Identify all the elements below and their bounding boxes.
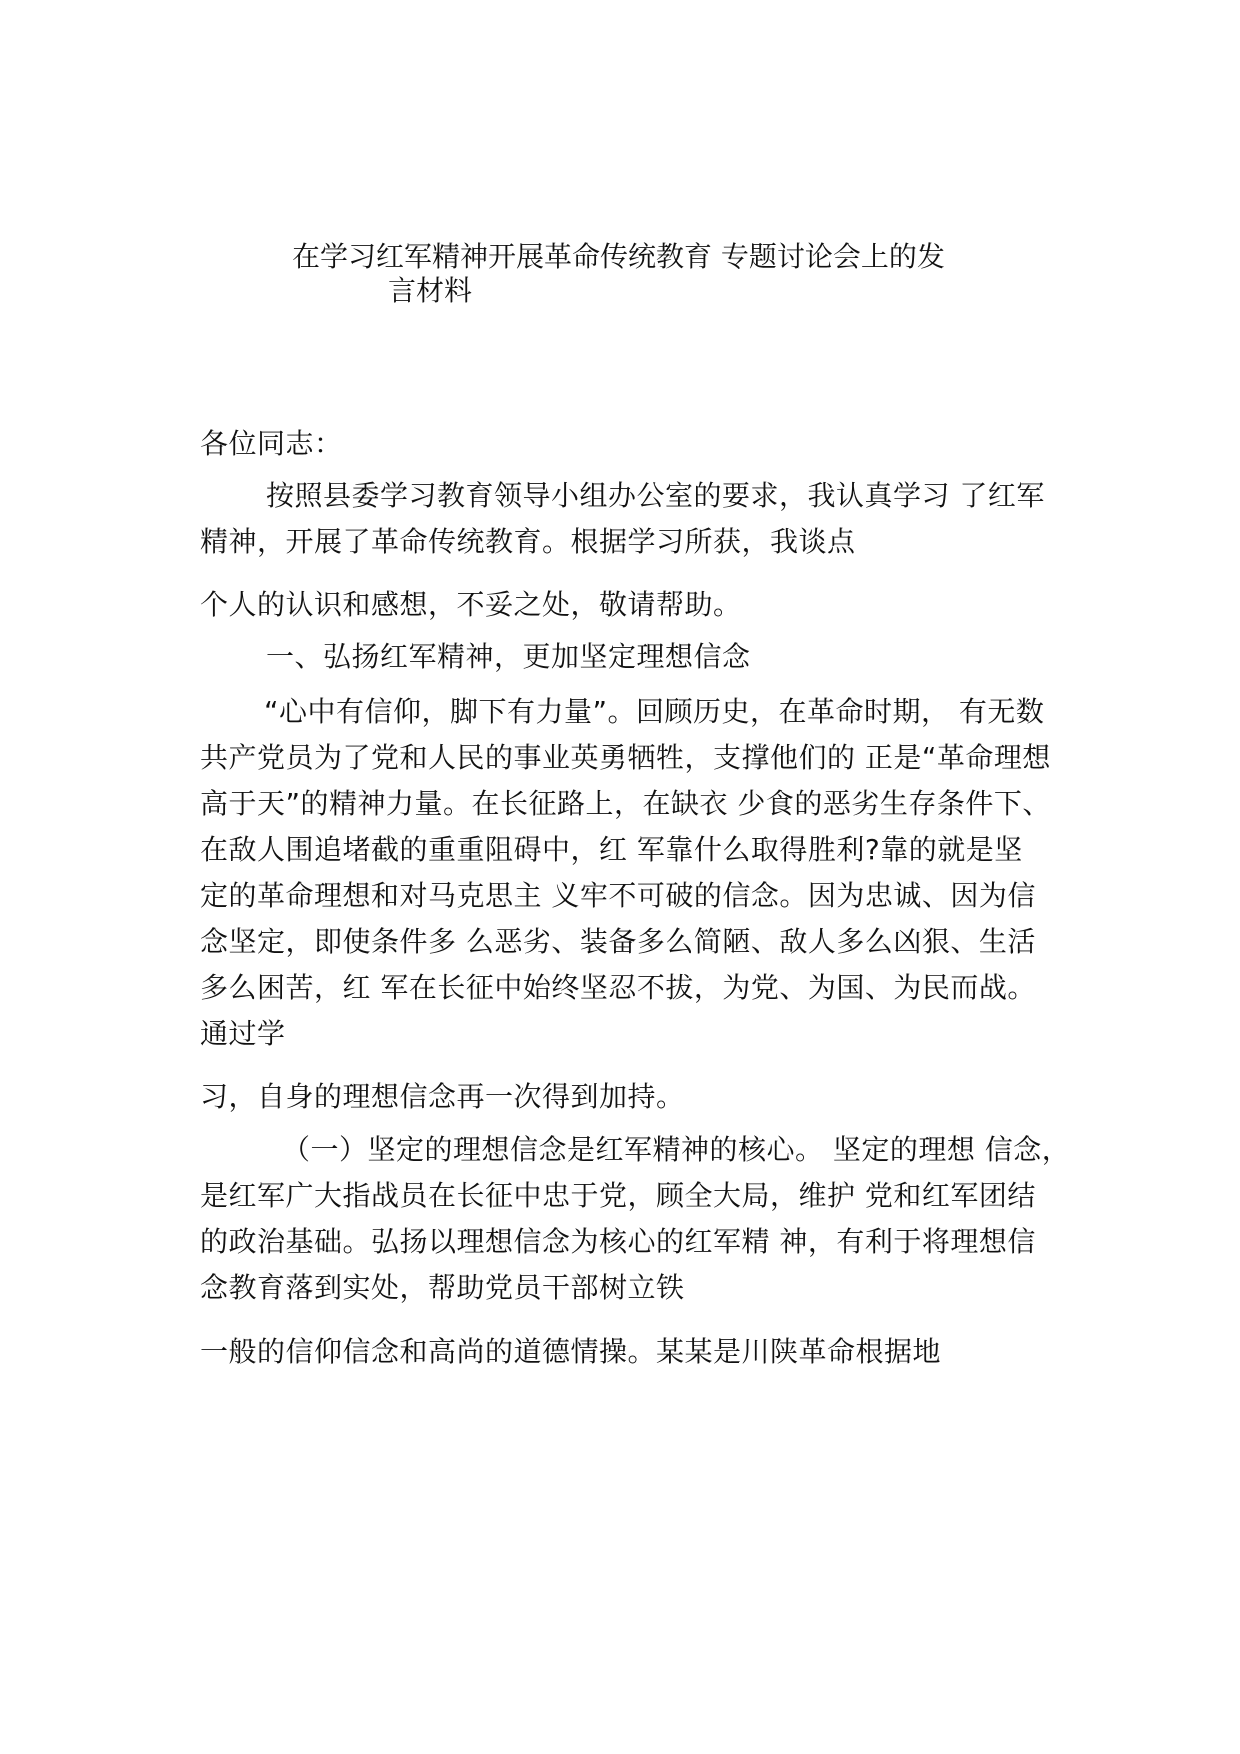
section-heading: 一、弘扬红军精神，更加坚定理想信念 (266, 640, 751, 673)
body-line: 高于天”的精神力量。在长征路上，在缺衣 少食的恶劣生存条件下、 (200, 787, 1051, 820)
body-line: 通过学 (200, 1017, 286, 1050)
body-line: “心中有信仰，脚下有力量”。回顾历史，在革命时期， 有无数 (264, 695, 1045, 728)
body-line: 共产党员为了党和人民的事业英勇牺牲，支撑他们的 正是“革命理想 (200, 741, 1051, 774)
body-line: 多么困苦，红 军在长征中始终坚忍不拔，为党、为国、为民而战。 (200, 971, 1036, 1004)
body-line: 念坚定，即使条件多 么恶劣、装备多么简陋、敌人多么凶狠、生活 (200, 925, 1036, 958)
title-line-2: 言材料 (388, 274, 473, 307)
title-line-1: 在学习红军精神开展革命传统教育 专题讨论会上的发 (292, 240, 945, 273)
body-line: 按照县委学习教育领导小组办公室的要求，我认真学习 了红军 (266, 479, 1045, 512)
body-line: 一般的信仰信念和高尚的道德情操。某某是川陕革命根据地 (200, 1335, 942, 1368)
subsection-heading: （一）坚定的理想信念是红军精神的核心。 坚定的理想 信念， (282, 1133, 1071, 1166)
body-line: 习，自身的理想信念再一次得到加持。 (200, 1080, 685, 1113)
body-line: 个人的认识和感想，不妥之处，敬请帮助。 (200, 588, 742, 621)
body-line: 念教育落到实处，帮助党员干部树立铁 (200, 1271, 685, 1304)
body-line: 定的革命理想和对马克思主 义牢不可破的信念。因为忠诚、因为信 (200, 879, 1036, 912)
body-line: 在敌人围追堵截的重重阻碍中，红 军靠什么取得胜利?靠的就是坚 (200, 833, 1023, 866)
salutation: 各位同志： (200, 427, 343, 460)
body-line: 精神，开展了革命传统教育。根据学习所获，我谈点 (200, 525, 856, 558)
body-line: 是红军广大指战员在长征中忠于党，顾全大局，维护 党和红军团结 (200, 1179, 1036, 1212)
body-line: 的政治基础。弘扬以理想信念为核心的红军精 神，有利于将理想信 (200, 1225, 1036, 1258)
document-title (292, 240, 1012, 308)
